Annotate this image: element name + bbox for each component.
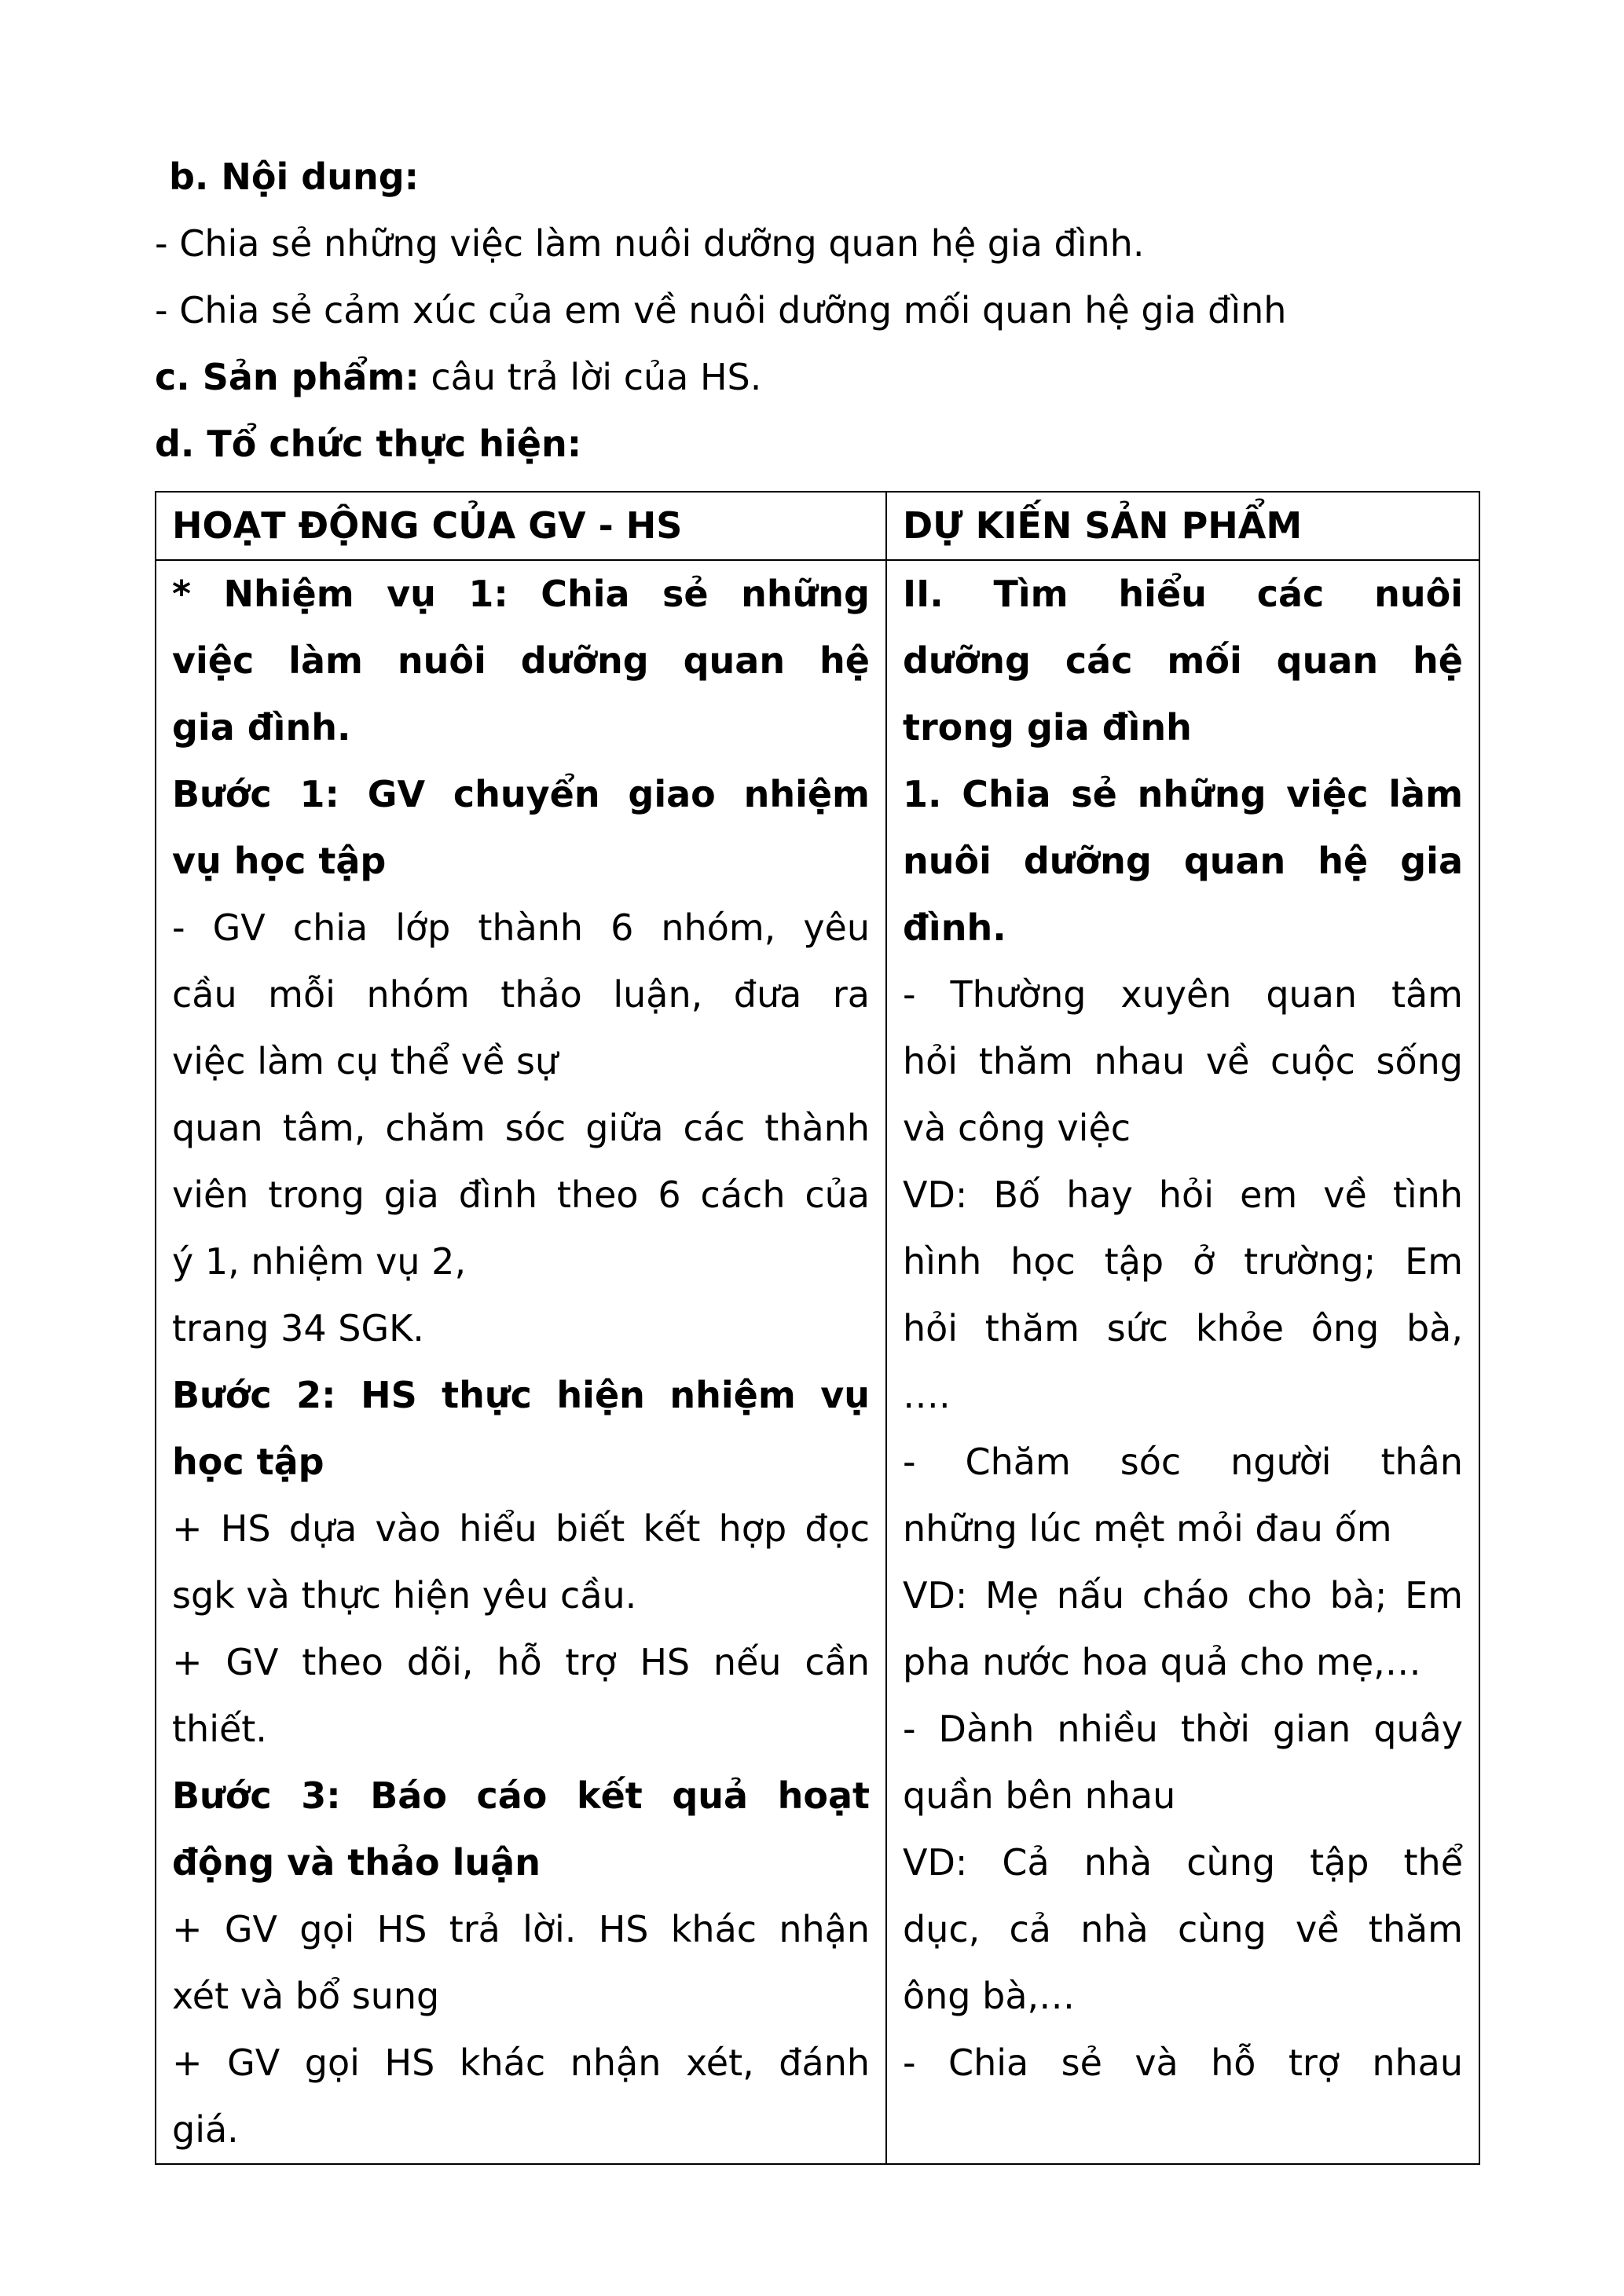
product-line: trong gia đình [903, 706, 1192, 749]
product-line: - Dành nhiều thời gian quây [903, 1708, 1463, 1750]
activity-line: Bước 2: HS thực hiện nhiệm vụ [172, 1374, 870, 1416]
product-cell [886, 560, 1479, 2164]
activity-line: ý 1, nhiệm vụ 2, [172, 1240, 467, 1283]
product-line: ông bà,… [903, 1975, 1076, 2017]
activity-line: trang 34 SGK. [172, 1307, 424, 1349]
activity-line: + GV theo dõi, hỗ trợ HS nếu cần [172, 1641, 870, 1683]
product-line: …. [903, 1374, 951, 1416]
activity-line: viên trong gia đình theo 6 cách của [172, 1174, 870, 1216]
product-line: hình học tập ở trường; Em [903, 1240, 1463, 1283]
activity-line: + HS dựa vào hiểu biết kết hợp đọc [172, 1507, 870, 1550]
activity-line: động và thảo luận [172, 1841, 541, 1884]
activity-cell [156, 560, 886, 2164]
section-c-line [155, 344, 1478, 411]
product-line: dưỡng các mối quan hệ [903, 639, 1463, 682]
product-line: đình. [903, 906, 1006, 949]
section-b-line-1: - Chia sẻ những việc làm nuôi dưỡng quan hệ gia đình. [155, 222, 1145, 265]
activity-line: giá. [172, 2108, 239, 2151]
activity-line: + GV gọi HS trả lời. HS khác nhận [172, 1908, 870, 1950]
activity-line: cầu mỗi nhóm thảo luận, đưa ra [172, 973, 870, 1016]
activity-line: gia đình. [172, 706, 351, 749]
product-line: quần bên nhau [903, 1774, 1176, 1817]
header-teacher-student-activity: HOẠT ĐỘNG CỦA GV - HS [156, 492, 886, 560]
product-line: - Chia sẻ và hỗ trợ nhau [903, 2041, 1463, 2084]
product-line: hỏi thăm nhau về cuộc sống [903, 1040, 1463, 1082]
product-line: VD: Cả nhà cùng tập thể [903, 1841, 1463, 1884]
product-line: VD: Mẹ nấu cháo cho bà; Em [903, 1574, 1463, 1617]
product-line: VD: Bố hay hỏi em về tình [903, 1174, 1463, 1216]
product-line: pha nước hoa quả cho mẹ,… [903, 1641, 1421, 1683]
product-line: - Thường xuyên quan tâm [903, 973, 1463, 1016]
activity-line: + GV gọi HS khác nhận xét, đánh [172, 2041, 870, 2084]
activity-line: * Nhiệm vụ 1: Chia sẻ những [172, 573, 870, 615]
section-c-heading: c. Sản phẩm: [155, 356, 420, 398]
section-b-heading: b. Nội dung: [169, 156, 420, 198]
activity-table [155, 491, 1480, 2165]
table-header-row [156, 492, 1479, 560]
activity-line: xét và bổ sung [172, 1975, 440, 2017]
activity-line: thiết. [172, 1708, 267, 1750]
section-d-heading: d. Tổ chức thực hiện: [155, 423, 582, 465]
product-line: nuôi dưỡng quan hệ gia [903, 840, 1463, 882]
product-line: 1. Chia sẻ những việc làm [903, 773, 1463, 815]
activity-line: - GV chia lớp thành 6 nhóm, yêu [172, 906, 870, 949]
activity-line: học tập [172, 1441, 324, 1483]
product-line: II. Tìm hiểu các nuôi [903, 573, 1463, 615]
activity-line: việc làm cụ thể về sự [172, 1040, 559, 1082]
document-page [155, 144, 1478, 478]
activity-line: Bước 3: Báo cáo kết quả hoạt [172, 1774, 870, 1817]
product-line: hỏi thăm sức khỏe ông bà, [903, 1307, 1463, 1349]
header-expected-product: DỰ KIẾN SẢN PHẨM [886, 492, 1479, 560]
activity-line: quan tâm, chăm sóc giữa các thành [172, 1107, 870, 1149]
product-line: và công việc [903, 1107, 1131, 1149]
activity-line: vụ học tập [172, 840, 387, 882]
activity-line: Bước 1: GV chuyển giao nhiệm [172, 773, 870, 815]
product-line: - Chăm sóc người thân [903, 1441, 1463, 1483]
section-c-text: câu trả lời của HS. [419, 356, 762, 398]
activity-line: sgk và thực hiện yêu cầu. [172, 1574, 637, 1617]
activity-line: việc làm nuôi dưỡng quan hệ [172, 639, 870, 682]
product-line: dục, cả nhà cùng về thăm [903, 1908, 1463, 1950]
table-row [156, 560, 1479, 2164]
section-b-line-2: - Chia sẻ cảm xúc của em về nuôi dưỡng mối quan hệ gia đình [155, 289, 1287, 331]
product-line: những lúc mệt mỏi đau ốm [903, 1507, 1392, 1550]
